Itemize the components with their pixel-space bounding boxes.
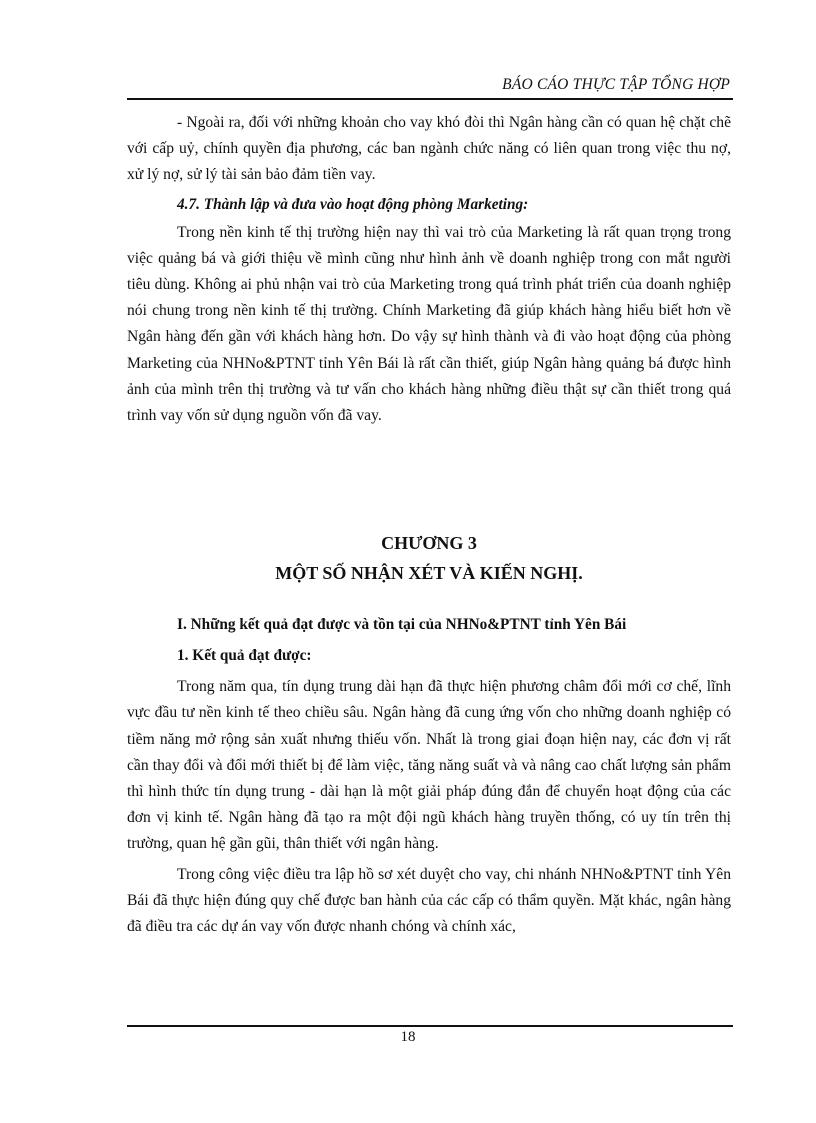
- section-1-paragraph-1: Trong năm qua, tín dụng trung dài hạn đã thực hiện phương châm đổi mới cơ chế, lĩnh vực đầu tư nền kinh tế theo chiều sâu. Ngân hàng đã cung ứng vốn cho những doanh nghiệp có tiềm năng mở rộng sản xuất nhưng thiếu vốn. Nhất là trong giai đoạn hiện nay, các đơn vị rất cần thay đổi và đổi mới thiết bị để làm việc, tăng năng suất và và nâng cao chất lượng sản phẩm thì hình thức tín dụng trung - dài hạn là một giải pháp đúng đắn để chuyển hoạt động của các đơn vị kinh tế. Ngân hàng đã tạo ra một đội ngũ khách hàng truyền thống, có uy tín trên thị trường, quan hệ gần gũi, thân thiết với ngân hàng.: [127, 678, 731, 853]
- intro-paragraph: - Ngoài ra, đối với những khoản cho vay khó đòi thì Ngân hàng cần có quan hệ chặt chẽ với cấp uỷ, chính quyền địa phương, các ban ngành chức năng có liên quan trong việc thu nợ, xử lý nợ, sử lý tài sản bảo đảm tiền vay.: [127, 114, 731, 184]
- page-number: 18: [400, 1029, 416, 1045]
- section-1-heading: 1. Kết quả đạt được:: [177, 647, 312, 665]
- section-4-7-paragraph: Trong nền kinh tế thị trường hiện nay thì vai trò của Marketing là rất quan trọng trong việc quảng bá và giới thiệu về mình cũng như hình ảnh về doanh nghiệp trong con mắt người tiêu dùng. Không ai phủ nhận vai trò của Marketing trong quá trình phát triển của doanh nghiệp nói chung trong nền kinh tế thị trường. Chính Marketing đã giúp khách hàng hiểu biết hơn về Ngân hàng đến gần với khách hàng hơn. Do vậy sự hình thành và đi vào hoạt động của phòng Marketing của NHNo&PTNT tỉnh Yên Bái là rất cần thiết, giúp Ngân hàng quảng bá được hình ảnh của mình trên thị trường và tư vấn cho khách hàng những điều thật sự cần thiết trong quá trình vay vốn sử dụng nguồn vốn đã vay.: [127, 223, 731, 425]
- section-1-paragraph-2: Trong công việc điều tra lập hồ sơ xét duyệt cho vay, chi nhánh NHNo&PTNT tỉnh Yên Bái đã thực hiện đúng quy chế được ban hành của các cấp có thẩm quyền. Mặt khác, ngân hàng đã điều tra các dự án vay vốn được nhanh chóng và chính xác,: [127, 865, 731, 936]
- page-body: [127, 110, 731, 940]
- section-4-7-heading: 4.7. Thành lập và đưa vào hoạt động phòng Marketing:: [177, 195, 529, 213]
- running-header-title: BÁO CÁO THỰC TẬP TỔNG HỢP: [502, 76, 730, 93]
- chapter-number: CHƯƠNG 3: [381, 533, 477, 554]
- footer-rule: [127, 1025, 733, 1027]
- chapter-title: MỘT SỐ NHẬN XÉT VÀ KIẾN NGHỊ.: [275, 563, 583, 584]
- section-I-heading: I. Những kết quả đạt được và tồn tại của NHNo&PTNT tỉnh Yên Bái: [177, 616, 627, 634]
- header-rule: [127, 98, 733, 100]
